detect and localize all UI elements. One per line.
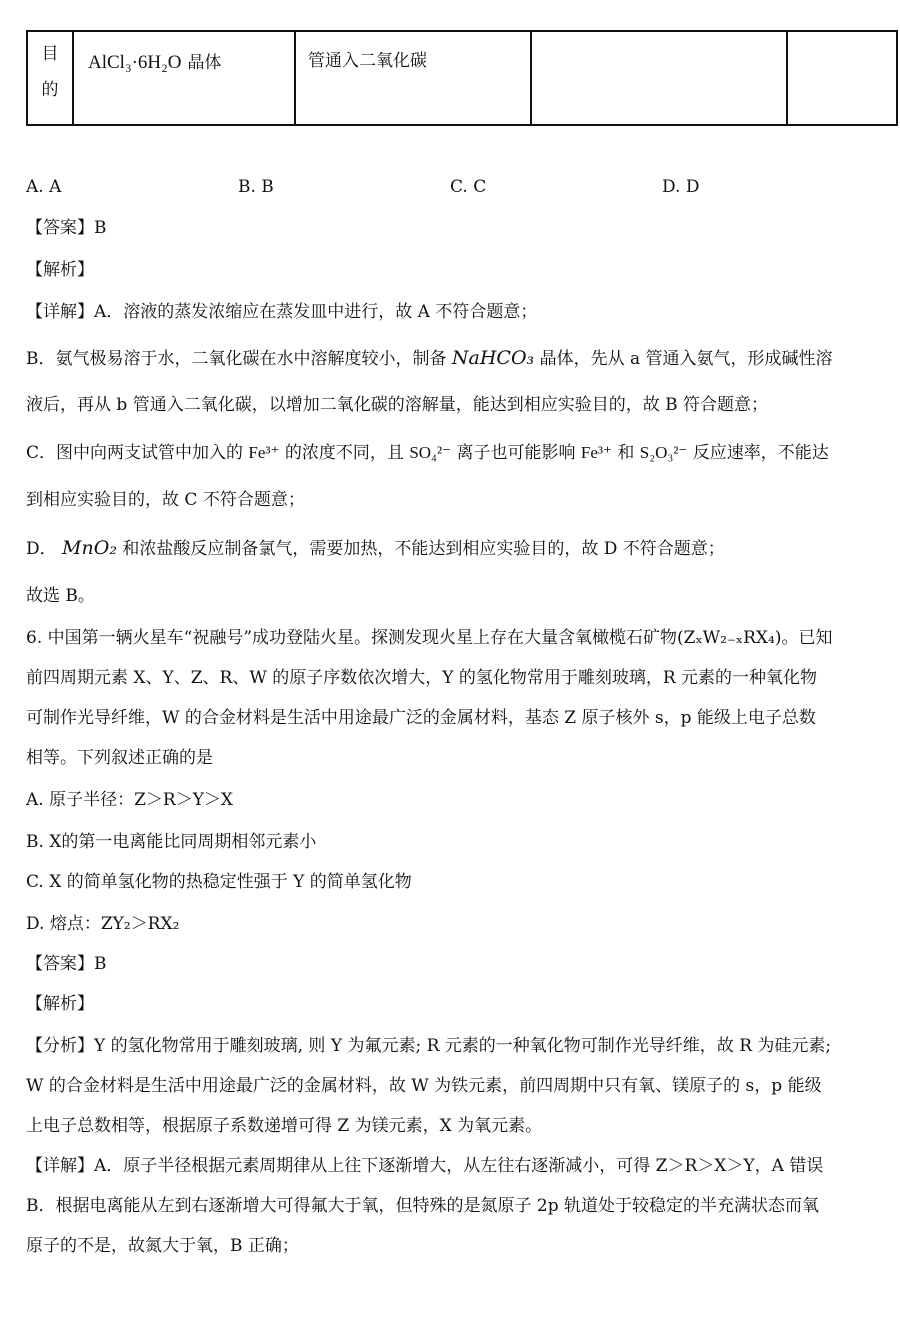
q6-option-a: A. 原子半径：Z＞R＞Y＞X (26, 790, 234, 810)
q5-answer: 【答案】B (26, 218, 107, 238)
q5-option-b: B. B (238, 177, 274, 197)
purpose-cell-a-suffix: 晶体 (187, 53, 222, 73)
q6-answer: 【答案】B (26, 954, 107, 974)
purpose-cell-b: 管通入二氧化碳 (295, 31, 531, 125)
fe3-ion-2: Fe³⁺ (580, 443, 612, 462)
q5-detail-d-post: 和浓盐酸反应制备氯气，需要加热，不能达到相应实验目的，故 D 不符合题意； (122, 539, 725, 559)
q6-stem-line3: 可制作光导纤维，W 的合金材料是生活中用途最广泛的金属材料，基态 Z 原子核外 s，p 能级上电子总数 (26, 708, 816, 728)
q5-option-a: A. A (26, 177, 62, 197)
q5-option-d: D. D (662, 177, 700, 197)
purpose-cell-a (73, 31, 295, 125)
q5-detail-c-pre: C．图中向两支试管中加入的 (26, 443, 244, 463)
q5-detail-c-and: 和 (617, 443, 635, 463)
q5-detail-d (26, 536, 725, 561)
q5-detail-d-pre: D． (26, 539, 57, 559)
purpose-cell-d (787, 31, 897, 125)
q6-analysis-line1: 【分析】Y 的氢化物常用于雕刻玻璃, 则 Y 为氟元素; R 元素的一种氧化物可制作光导纤维，故 R 为硅元素; (26, 1036, 832, 1056)
q5-detail-a: 【详解】A．溶液的蒸发浓缩应在蒸发皿中进行，故 A 不符合题意； (26, 302, 538, 322)
purpose-header-char-1: 目 (41, 44, 59, 64)
q6-stem-line1: 6. 中国第一辆火星车“祝融号”成功登陆火星。探测发现火星上存在大量含氧橄榄石矿物(ZₓW₂₋ₓRX₄)。已知 (26, 628, 833, 648)
q5-option-c: C. C (450, 177, 487, 197)
q6-analysis-line3: 上电子总数相等，根据原子系数递增可得 Z 为镁元素，X 为氧元素。 (26, 1116, 543, 1136)
q6-stem-line2: 前四周期元素 X、Y、Z、R、W 的原子序数依次增大，Y 的氢化物常用于雕刻玻璃，R 元素的一种氧化物 (26, 668, 818, 688)
q6-detail-line1: 【详解】A．原子半径根据元素周期律从上往下逐渐增大，从左往右逐渐减小，可得 Z＞R＞X＞Y，A 错误 (26, 1156, 824, 1176)
q6-analysis-line2: W 的合金材料是生活中用途最广泛的金属材料，故 W 为铁元素，前四周期中只有氧、镁原子的 s，p 能级 (26, 1076, 822, 1096)
purpose-header-cell (27, 31, 73, 125)
q6-option-c: C. X 的简单氢化物的热稳定性强于 Y 的简单氢化物 (26, 872, 412, 892)
fe3-ion: Fe³⁺ (248, 443, 280, 462)
q6-detail-line2: B．根据电离能从左到右逐渐增大可得氟大于氧，但特殊的是氮原子 2p 轨道处于较稳定的半充满状态而氧 (26, 1196, 819, 1216)
q5-detail-c-line2: 到相应实验目的，故 C 不符合题意； (26, 490, 305, 510)
q6-analysis-label: 【解析】 (26, 994, 94, 1014)
mno2-formula: MnO₂ (62, 537, 117, 559)
q5-conclusion: 故选 B。 (26, 586, 95, 606)
so4-ion: SO₄²⁻ (409, 443, 452, 462)
q6-option-b: B. X的第一电离能比同周期相邻元素小 (26, 832, 317, 852)
alcl3-formula: AlCl₃·6H₂O (88, 52, 182, 73)
q6-detail-line3: 原子的不是，故氮大于氧，B 正确； (26, 1236, 299, 1256)
s2o3-ion: S₂O₃²⁻ (639, 443, 688, 462)
q5-detail-c-post: 反应速率，不能达 (692, 443, 829, 463)
q5-detail-b-pre: B．氨气极易溶于水，二氧化碳在水中溶解度较小，制备 (26, 349, 447, 369)
q5-analysis-label: 【解析】 (26, 260, 94, 280)
purpose-row (27, 31, 897, 125)
q5-detail-c-mid2: 离子也可能影响 (456, 443, 576, 463)
experiment-table (26, 30, 898, 126)
q6-stem-line4: 相等。下列叙述正确的是 (26, 748, 213, 768)
q5-detail-b-line1 (26, 346, 833, 371)
q5-detail-c-line1 (26, 441, 829, 465)
q5-detail-b-post: 晶体，先从 a 管通入氨气，形成碱性溶 (539, 349, 833, 369)
purpose-header-char-2: 的 (41, 80, 59, 100)
q6-option-d: D. 熔点：ZY₂＞RX₂ (26, 914, 180, 934)
q5-detail-c-mid: 的浓度不同，且 (284, 443, 404, 463)
q5-detail-b-line2: 液后，再从 b 管通入二氧化碳，以增加二氧化碳的溶解量，能达到相应实验目的，故 B 符合题意； (26, 395, 768, 415)
nahco3-formula: NaHCO₃ (451, 347, 535, 369)
purpose-cell-c (531, 31, 787, 125)
